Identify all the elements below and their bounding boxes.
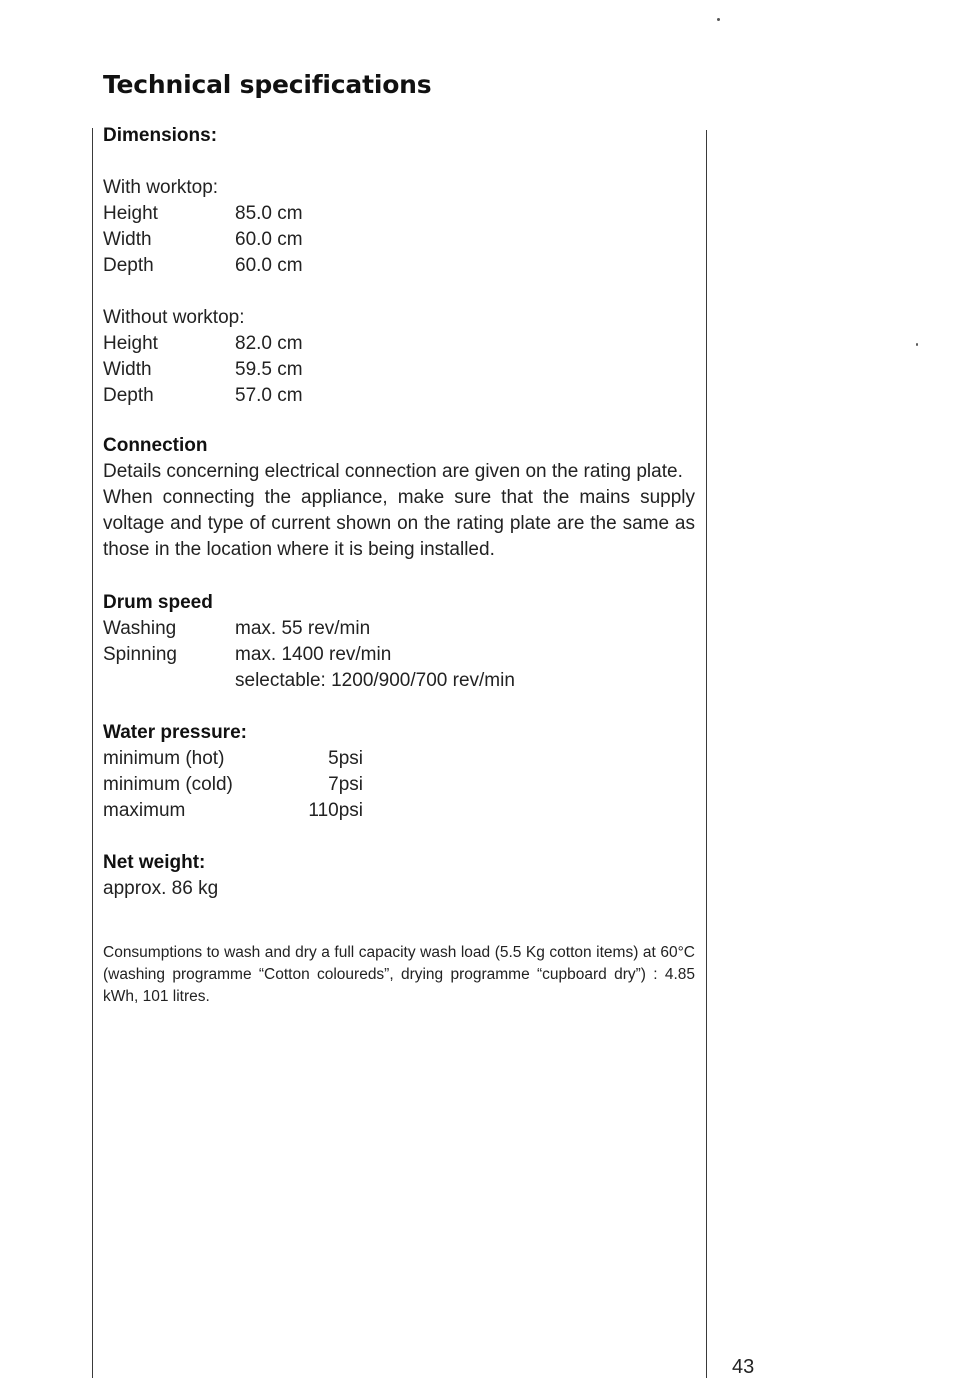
consumption-note: Consumptions to wash and dry a full capacity wash load (5.5 Kg cotton items) at 60°C (washing programme “Cotton coloureds”, drying programme “cupboard dry”) : 4.85 kWh, 101 litres.	[103, 944, 695, 1005]
net-weight-heading: Net weight:	[103, 852, 206, 873]
drum-speed-value: selectable: 1200/900/700 rev/min	[235, 670, 515, 691]
water-pressure-value: 5psi	[328, 748, 363, 769]
page-number: 43	[732, 1356, 755, 1378]
dimension-row	[103, 253, 695, 279]
dimension-row	[103, 383, 695, 409]
water-pressure-section	[103, 720, 695, 824]
connection-section	[103, 433, 695, 563]
water-pressure-value: 110psi	[308, 800, 363, 821]
drum-speed-section	[103, 590, 695, 694]
dimension-key: Width	[103, 359, 152, 380]
drum-speed-key	[103, 668, 235, 694]
scan-speck	[717, 18, 720, 21]
right-margin-rule	[706, 130, 707, 1378]
with-worktop-label: With worktop:	[103, 177, 219, 198]
dimension-row	[103, 227, 695, 253]
dimension-key: Height	[103, 333, 158, 354]
dimension-key: Height	[103, 203, 158, 224]
connection-paragraph: When connecting the appliance, make sure that the mains supply voltage and type of current shown on the rating plate are the same as those in the location where it is being installed.	[103, 487, 695, 560]
water-pressure-value: 7psi	[328, 774, 363, 795]
dimensions-heading: Dimensions:	[103, 125, 218, 146]
net-weight-value: approx. 86 kg	[103, 878, 219, 899]
water-pressure-key: minimum (hot)	[103, 748, 225, 769]
water-pressure-key: maximum	[103, 800, 186, 821]
dimension-key: Depth	[103, 255, 154, 276]
dimension-value: 85.0 cm	[235, 203, 303, 224]
connection-paragraph: Details concerning electrical connection are given on the rating plate.	[103, 461, 683, 482]
dimension-value: 57.0 cm	[235, 385, 303, 406]
dimensions-section	[103, 123, 695, 409]
dimension-key: Width	[103, 229, 152, 250]
drum-speed-heading: Drum speed	[103, 592, 213, 613]
dimension-value: 60.0 cm	[235, 229, 303, 250]
water-pressure-key: minimum (cold)	[103, 774, 233, 795]
dimension-value: 60.0 cm	[235, 255, 303, 276]
water-pressure-row	[103, 772, 695, 798]
water-pressure-row	[103, 746, 695, 772]
without-worktop-label: Without worktop:	[103, 307, 245, 328]
page-title: Technical specifications	[103, 70, 432, 99]
drum-speed-row	[103, 616, 695, 642]
dimension-row	[103, 201, 695, 227]
drum-speed-value: max. 1400 rev/min	[235, 644, 392, 665]
drum-speed-key: Washing	[103, 618, 177, 639]
water-pressure-heading: Water pressure:	[103, 722, 247, 743]
net-weight-section	[103, 850, 695, 902]
water-pressure-row	[103, 798, 695, 824]
drum-speed-row	[103, 668, 695, 694]
left-margin-rule	[92, 128, 93, 1378]
drum-speed-key: Spinning	[103, 644, 177, 665]
drum-speed-value: max. 55 rev/min	[235, 618, 371, 639]
dimension-row	[103, 331, 695, 357]
connection-heading: Connection	[103, 435, 208, 456]
dimension-value: 82.0 cm	[235, 333, 303, 354]
dimension-value: 59.5 cm	[235, 359, 303, 380]
dimension-key: Depth	[103, 385, 154, 406]
scan-speck	[916, 343, 918, 346]
spec-content	[103, 123, 695, 1008]
dimension-row	[103, 357, 695, 383]
drum-speed-row	[103, 642, 695, 668]
